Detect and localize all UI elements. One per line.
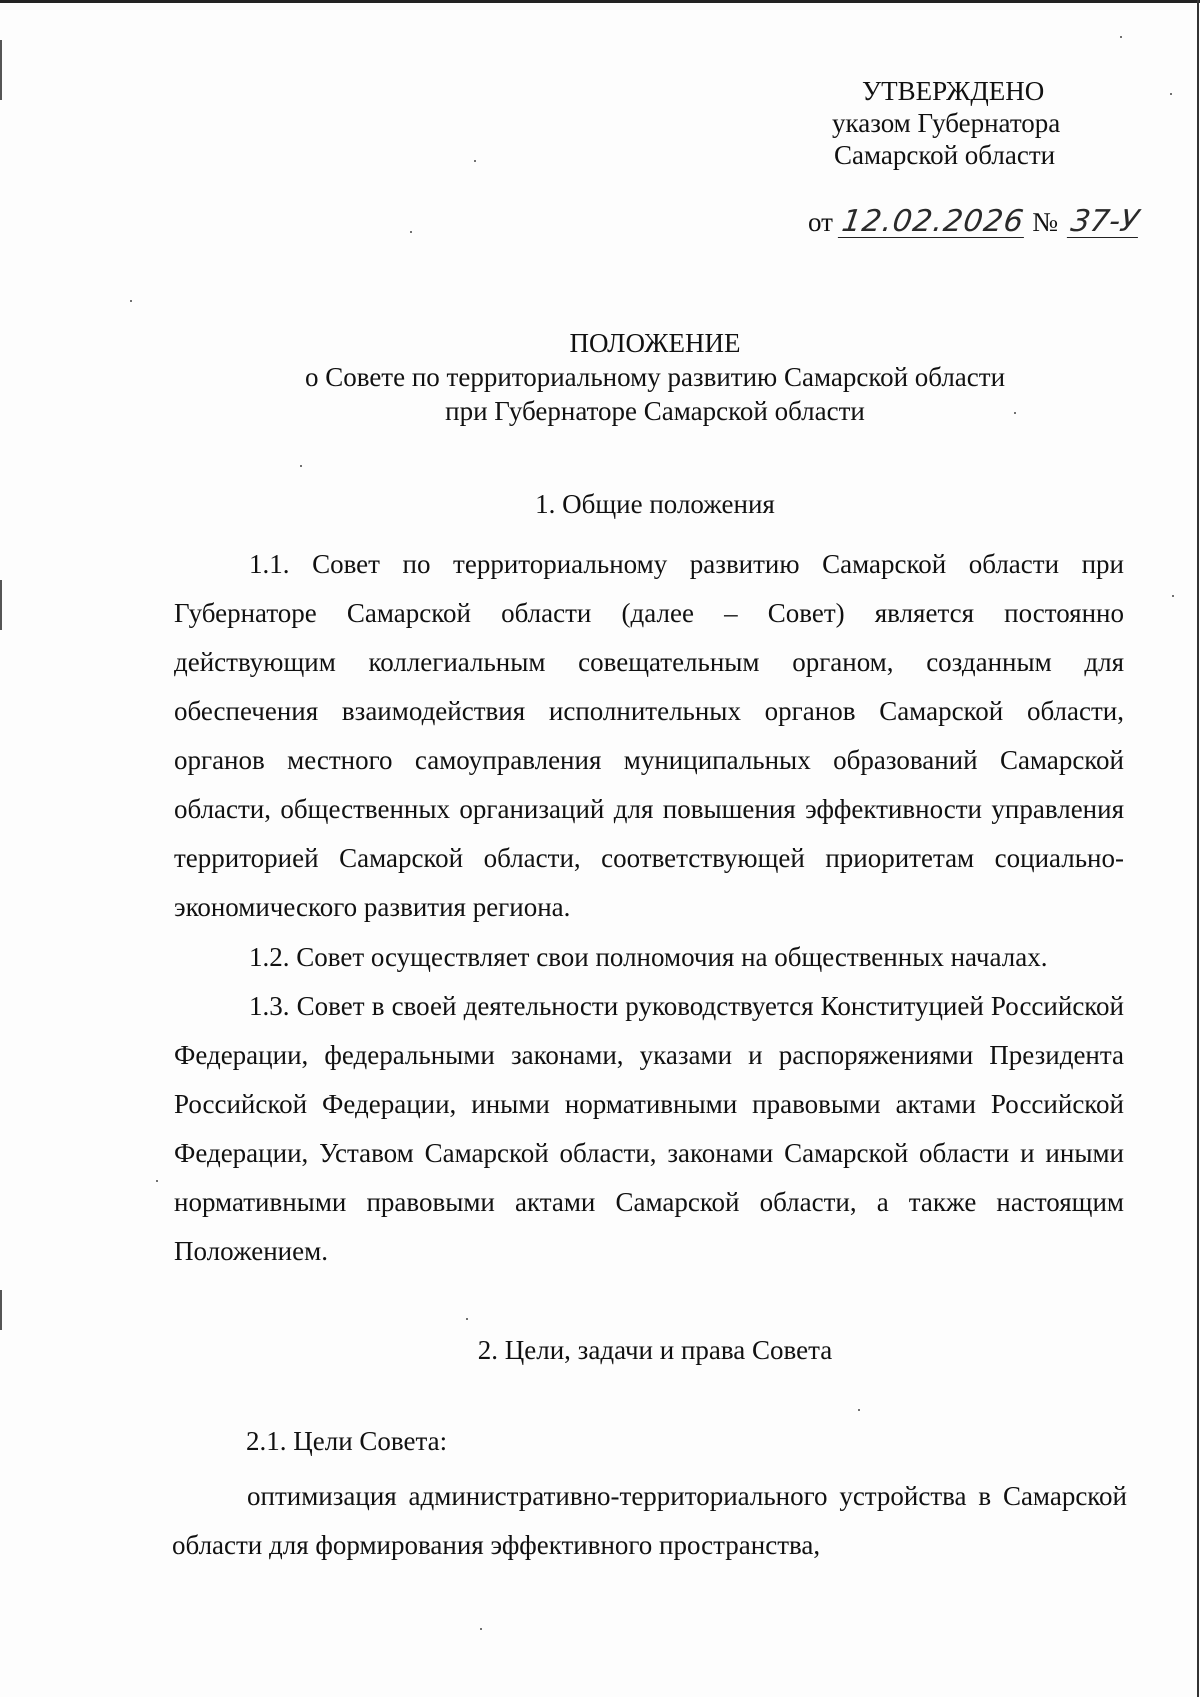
scan-speck	[1172, 595, 1174, 597]
scan-right-border	[1197, 0, 1199, 1697]
paragraph-2-1-text: оптимизация административно-территориального устройства в Самарской области для формирования эффективного пространства,	[172, 1481, 1127, 1560]
scan-speck	[858, 1409, 860, 1411]
date-prefix: от	[808, 207, 833, 237]
handwritten-number: 37-У	[1068, 204, 1141, 239]
section-2-heading: 2. Цели, задачи и права Совета	[477, 1335, 833, 1365]
scan-speck	[1170, 93, 1172, 95]
scan-speck	[1120, 36, 1122, 38]
scan-top-border	[0, 0, 1200, 3]
number-sign: №	[1032, 207, 1058, 237]
scan-left-mark	[0, 1290, 2, 1330]
paragraph-1-3: 1.3. Совет в своей деятельности руководствуется Конституцией Российской Федерации, федеральными законами, указами и распоряжениями Президента Российской Федерации, иными нормативными правовыми актами Российской Федерации, Уставом Самарской области, законами Самарской области и иными нормативными правовыми актами Самарской области, а также настоящим Положением.	[174, 991, 1124, 1266]
scan-left-mark	[0, 580, 2, 630]
scan-speck	[130, 300, 132, 302]
paragraph-1-2: 1.2. Совет осуществляет свои полномочия на общественных началах.	[249, 942, 1048, 972]
handwritten-date: 12.02.2026	[839, 204, 1027, 239]
scan-speck	[300, 465, 302, 467]
approval-region-line: Самарской области	[834, 140, 1056, 170]
document-subtitle-line-2: при Губернаторе Самарской области	[445, 396, 865, 426]
scan-left-mark	[0, 40, 2, 100]
paragraph-1-1: 1.1. Совет по территориальному развитию Самарской области при Губернаторе Самарской области (далее – Совет) является постоянно действующим коллегиальным совещательным органом, созданным для обеспечения взаимодействия исполнительных органов Самарской области, органов местного самоуправления муниципальных образований Самарской области, общественных организаций для повышения эффективности управления территорией Самарской области, соответствующей приоритетам социально-экономического развития региона.	[174, 549, 1124, 922]
section-1-heading: 1. Общие положения	[535, 489, 775, 519]
scan-speck	[466, 1318, 468, 1320]
approval-decree-line: указом Губернатора	[832, 108, 1061, 138]
scan-speck	[480, 1628, 482, 1630]
approval-heading: УТВЕРЖДЕНО	[862, 76, 1045, 106]
scan-speck	[474, 160, 476, 162]
scan-speck	[410, 231, 412, 233]
paragraph-2-1-heading: 2.1. Цели Совета:	[246, 1426, 448, 1456]
approval-stamp-block	[780, 75, 1120, 171]
document-title: ПОЛОЖЕНИЕ	[569, 328, 741, 358]
decree-date-number-line	[808, 205, 1140, 239]
scan-speck	[156, 1180, 158, 1182]
document-subtitle-line-1: о Совете по территориальному развитию Самарской области	[304, 362, 1006, 392]
